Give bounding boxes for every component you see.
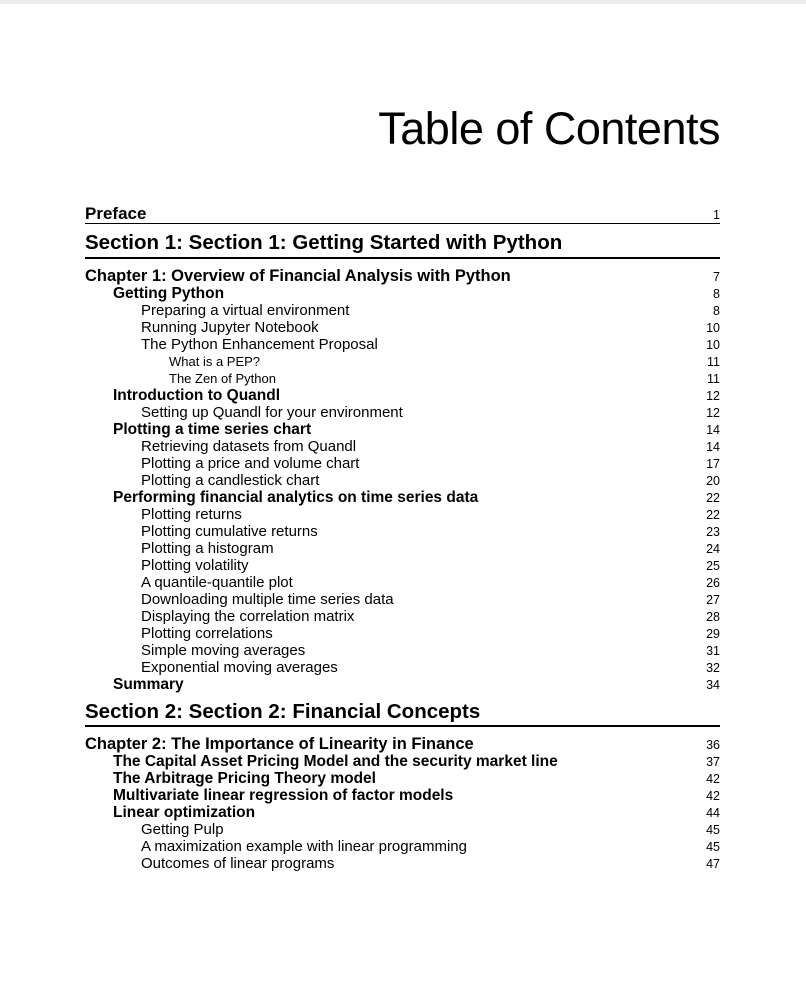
toc-entry-label: Retrieving datasets from Quandl	[141, 437, 357, 455]
toc-entry[interactable]	[85, 753, 720, 770]
toc-entry-page-number: 42	[706, 789, 720, 803]
toc-entry-label: Plotting a candlestick chart	[141, 471, 320, 489]
toc-entry-page-number: 29	[706, 626, 720, 641]
toc-entry[interactable]	[85, 838, 720, 855]
toc-entry-page-number: 14	[706, 422, 720, 437]
toc-entry[interactable]	[85, 472, 720, 489]
toc-entry-label: Preparing a virtual environment	[141, 301, 350, 319]
toc-entry-label: Simple moving averages	[141, 641, 306, 659]
toc-entry[interactable]	[85, 787, 720, 804]
toc-entry-label: Setting up Quandl for your environment	[141, 403, 403, 421]
toc-entry[interactable]	[85, 268, 720, 285]
toc-entry-label: What is a PEP?	[169, 353, 261, 369]
toc-entry-page-number: 24	[706, 541, 720, 556]
toc-entry[interactable]	[85, 736, 720, 753]
toc-entry[interactable]	[85, 591, 720, 608]
toc-entry[interactable]	[85, 319, 720, 336]
toc-entry[interactable]	[85, 302, 720, 319]
toc-entry-label: Preface	[85, 204, 147, 223]
toc-entry-label: Summary	[113, 675, 184, 693]
toc-entry[interactable]	[85, 489, 720, 506]
toc-entry-label: Linear optimization	[113, 804, 256, 821]
toc-entry[interactable]	[85, 353, 720, 370]
toc-entry-page-number: 26	[706, 575, 720, 590]
toc-section-rows	[85, 268, 720, 693]
toc-entry[interactable]	[85, 608, 720, 625]
toc-entry[interactable]	[85, 540, 720, 557]
toc-entry[interactable]	[85, 404, 720, 421]
toc-entry-label: Running Jupyter Notebook	[141, 318, 319, 336]
toc-entry[interactable]	[85, 855, 720, 872]
toc-entry[interactable]	[85, 676, 720, 693]
toc-entry[interactable]	[85, 438, 720, 455]
toc-entry-page-number: 10	[706, 337, 720, 352]
toc-entry-page-number: 34	[706, 677, 720, 692]
toc-entry-page-number: 23	[706, 524, 720, 539]
toc-entry-label: The Zen of Python	[169, 370, 276, 386]
toc-entry[interactable]	[85, 285, 720, 302]
top-edge-bar	[0, 0, 806, 4]
toc-entry[interactable]	[85, 557, 720, 574]
toc-entry-label: Downloading multiple time series data	[141, 590, 394, 608]
toc-entry-label: Plotting a price and volume chart	[141, 454, 360, 472]
toc-entry-label: Plotting cumulative returns	[141, 522, 318, 540]
toc-entry-page-number: 36	[706, 738, 720, 752]
toc-entry[interactable]	[85, 574, 720, 591]
toc-entry-page-number: 28	[706, 609, 720, 624]
toc-entry[interactable]	[85, 421, 720, 438]
toc-entry[interactable]	[85, 370, 720, 387]
toc-entry-page-number: 20	[706, 473, 720, 488]
toc-entry-page-number: 10	[706, 320, 720, 335]
toc-section-rows	[85, 736, 720, 872]
toc-entry-label: Introduction to Quandl	[113, 386, 281, 404]
toc-entry-page-number: 45	[706, 823, 720, 837]
toc-entry-label: Plotting volatility	[141, 556, 249, 574]
toc-entry-label: A maximization example with linear programming	[141, 838, 467, 855]
toc-entry-label: Exponential moving averages	[141, 658, 338, 676]
toc-entry[interactable]	[85, 821, 720, 838]
toc-sections	[85, 232, 720, 872]
page-title: Table of Contents	[378, 103, 720, 154]
toc-entry[interactable]	[85, 336, 720, 353]
toc-section-heading: Section 1: Section 1: Getting Started with Python	[85, 232, 720, 259]
toc-entry-page-number: 12	[706, 388, 720, 403]
toc-entry[interactable]	[85, 455, 720, 472]
toc-entry-page-number: 45	[706, 840, 720, 854]
toc-entry-label: Multivariate linear regression of factor models	[113, 787, 454, 804]
toc-entry[interactable]	[85, 642, 720, 659]
toc-content	[85, 205, 720, 872]
toc-entry-label: A quantile-quantile plot	[141, 573, 293, 591]
toc-entry-label: Outcomes of linear programs	[141, 855, 335, 872]
toc-entry[interactable]	[85, 387, 720, 404]
toc-entry-page-number: 7	[713, 269, 720, 284]
toc-entry[interactable]	[85, 625, 720, 642]
toc-entry-page-number: 44	[706, 806, 720, 820]
toc-entry-page-number: 31	[706, 643, 720, 658]
toc-entry-label: The Python Enhancement Proposal	[141, 335, 378, 353]
toc-entry[interactable]	[85, 523, 720, 540]
toc-entry-page-number: 22	[706, 507, 720, 522]
toc-entry[interactable]	[85, 804, 720, 821]
toc-entry-label: Plotting a time series chart	[113, 420, 312, 438]
toc-entry[interactable]	[85, 659, 720, 676]
toc-entry-label: The Capital Asset Pricing Model and the security market line	[113, 753, 558, 770]
toc-entry-page-number: 42	[706, 772, 720, 786]
toc-entry-label: Chapter 2: The Importance of Linearity in Finance	[85, 735, 474, 753]
toc-entry-page-number: 37	[706, 755, 720, 769]
toc-entry-label: Getting Python	[113, 284, 225, 302]
toc-entry-label: Displaying the correlation matrix	[141, 607, 355, 625]
toc-entry-page-number: 47	[706, 857, 720, 871]
toc-entry-page-number: 12	[706, 405, 720, 420]
toc-entry-label: Getting Pulp	[141, 821, 224, 838]
toc-entry[interactable]	[85, 506, 720, 523]
toc-entry-page-number: 27	[706, 592, 720, 607]
toc-entry-page-number: 11	[707, 354, 720, 369]
toc-entry-page-number: 11	[707, 371, 720, 386]
toc-entry-page-number: 32	[706, 660, 720, 675]
toc-entry-page-number: 17	[706, 456, 720, 471]
toc-entry-label: The Arbitrage Pricing Theory model	[113, 770, 376, 787]
toc-entry[interactable]	[85, 770, 720, 787]
toc-entry-page-number: 14	[706, 439, 720, 454]
toc-entry-label: Plotting returns	[141, 505, 242, 523]
toc-entry-label: Plotting a histogram	[141, 539, 274, 557]
toc-entry-page-number: 8	[713, 303, 720, 318]
toc-entry-page-number: 22	[706, 490, 720, 505]
toc-entry-preface[interactable]	[85, 205, 720, 224]
toc-entry-label: Plotting correlations	[141, 624, 273, 642]
toc-entry-page-number: 25	[706, 558, 720, 573]
toc-entry-label: Performing financial analytics on time series data	[113, 488, 479, 506]
toc-entry-label: Chapter 1: Overview of Financial Analysis with Python	[85, 266, 511, 285]
toc-entry-page-number: 8	[713, 286, 720, 301]
toc-section-heading: Section 2: Section 2: Financial Concepts	[85, 701, 720, 728]
toc-entry-page-number: 1	[713, 208, 720, 222]
